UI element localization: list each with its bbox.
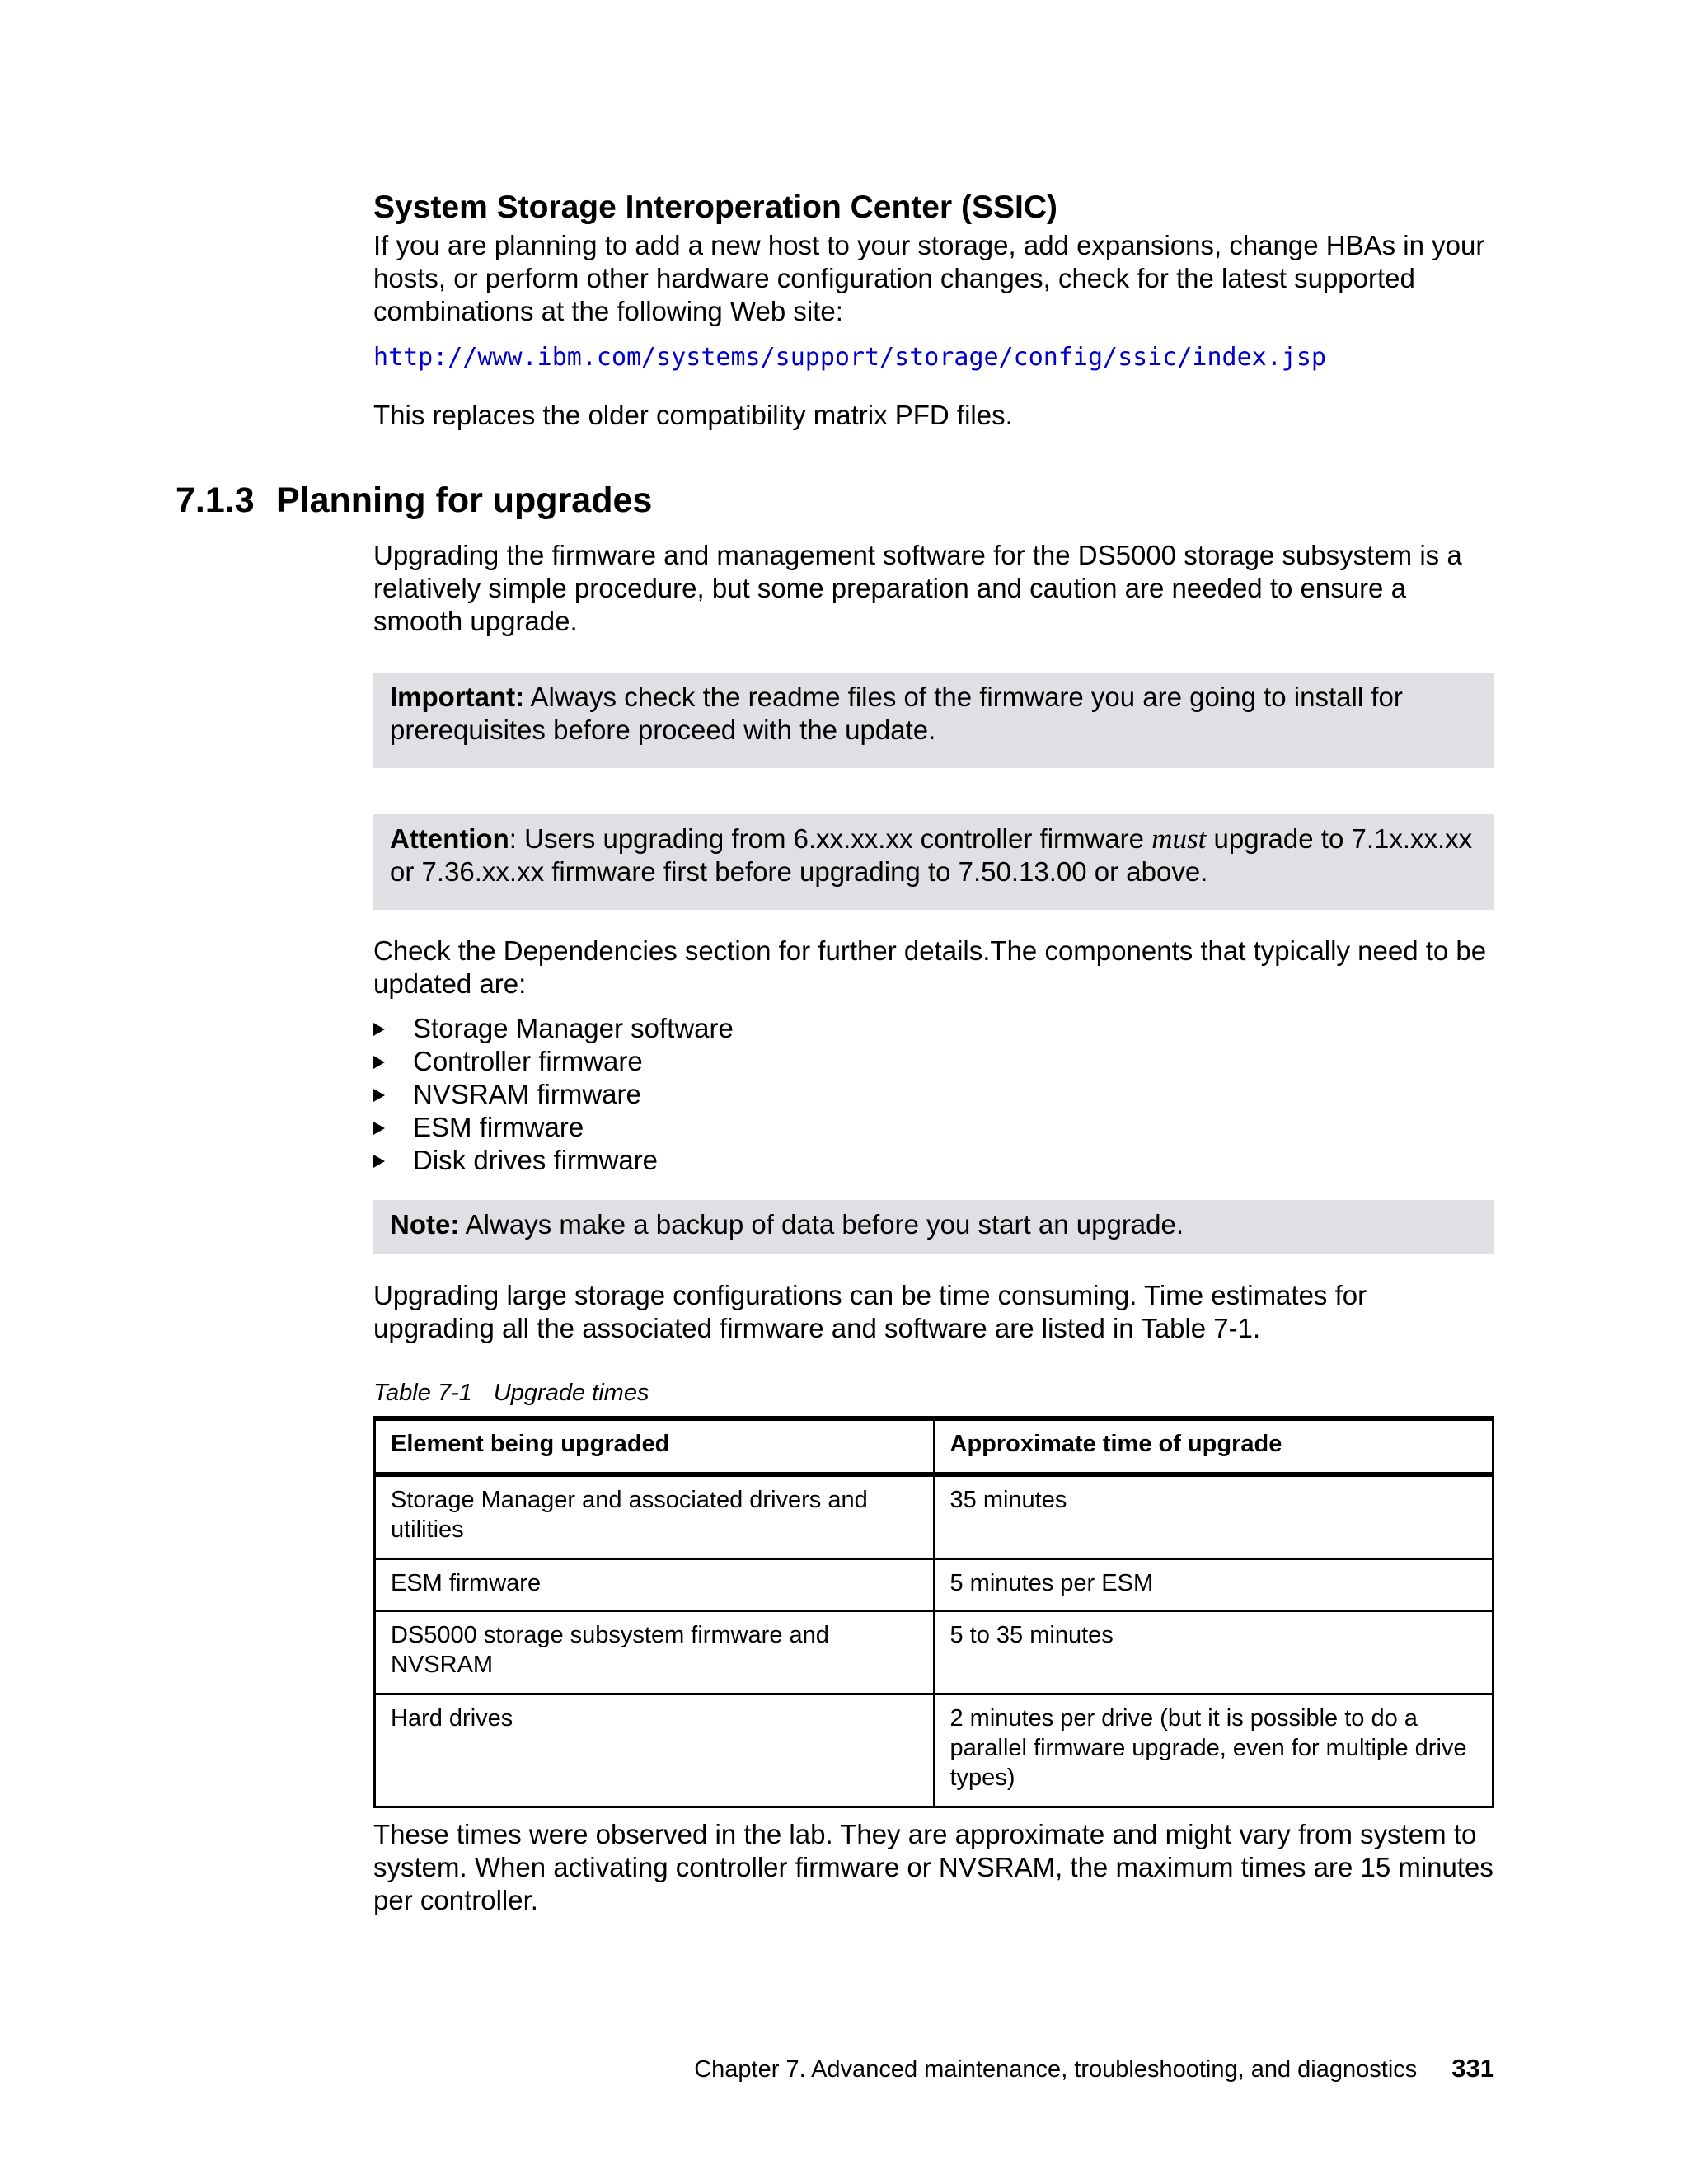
- important-callout: [373, 673, 1494, 768]
- table-header-row: [375, 1418, 1493, 1474]
- section-intro-block: [373, 539, 1494, 638]
- ssic-url[interactable]: http://www.ibm.com/systems/support/storage/config/ssic/index.jsp: [373, 343, 1326, 372]
- page-footer: [694, 2054, 1494, 2084]
- important-body: Always check the readme files of the firmware you are going to install for prerequisites before proceed with the update.: [390, 682, 1403, 745]
- section-heading: [176, 478, 652, 523]
- important-text: [390, 681, 1478, 747]
- attention-label: Attention: [390, 823, 509, 854]
- bullet-triangle-icon: [373, 1089, 385, 1102]
- table-cell: Storage Manager and associated drivers and utilities: [375, 1474, 935, 1559]
- attention-text: [390, 823, 1478, 888]
- attention-body-2: upgrade to 7.1x.xx.xx or 7.36.xx.xx firmware first before upgrading to 7.50.13.00 or above.: [390, 823, 1473, 887]
- table-cell: 35 minutes: [934, 1474, 1493, 1559]
- ssic-intro-block: [373, 229, 1494, 328]
- upgrade-times-table: [373, 1416, 1494, 1808]
- list-item: Disk drives firmware: [373, 1144, 734, 1177]
- note-text: [390, 1208, 1478, 1241]
- table-row: [375, 1474, 1493, 1559]
- bullet-triangle-icon: [373, 1155, 385, 1168]
- section-number: 7.1.3: [176, 480, 255, 520]
- section-intro: Upgrading the firmware and management software for the DS5000 storage subsystem is a relatively simple procedure, but some preparation and caution are needed to ensure a smooth upgrade.: [373, 540, 1462, 636]
- time-intro: Upgrading large storage configurations can be time consuming. Time estimates for upgrading all the associated firmware and software are listed in Table 7-1.: [373, 1280, 1367, 1343]
- attention-emphasis: must: [1151, 823, 1207, 855]
- attention-body-1: : Users upgrading from 6.xx.xx.xx controller firmware: [509, 823, 1152, 854]
- note-label: Note:: [390, 1209, 460, 1240]
- table-row: [375, 1694, 1493, 1807]
- components-list: [373, 1012, 734, 1177]
- list-item: Controller firmware: [373, 1045, 734, 1078]
- ssic-replaces-block: [373, 399, 1494, 432]
- bullet-triangle-icon: [373, 1122, 385, 1135]
- ssic-replaces: This replaces the older compatibility matrix PFD files.: [373, 400, 1013, 430]
- bullet-triangle-icon: [373, 1023, 385, 1036]
- dependencies-text: Check the Dependencies section for further details.The components that typically need to be updated are:: [373, 935, 1487, 999]
- ssic-heading: System Storage Interoperation Center (SSIC): [373, 190, 1058, 225]
- closing-block: [373, 1818, 1494, 1917]
- table-cell: DS5000 storage subsystem firmware and NVSRAM: [375, 1611, 935, 1694]
- bullet-triangle-icon: [373, 1056, 385, 1069]
- table-row: [375, 1559, 1493, 1611]
- note-body: Always make a backup of data before you start an upgrade.: [459, 1209, 1184, 1240]
- table-cell: 5 minutes per ESM: [934, 1559, 1493, 1611]
- table-cell: Hard drives: [375, 1694, 935, 1807]
- list-item: NVSRAM firmware: [373, 1078, 734, 1111]
- important-label: Important:: [390, 682, 525, 712]
- column-header-element: Element being upgraded: [375, 1418, 935, 1474]
- list-item: Storage Manager software: [373, 1012, 734, 1045]
- closing-text: These times were observed in the lab. They are approximate and might vary from system to system. When activating controller firmware or NVSRAM, the maximum times are 15 minutes per controller.: [373, 1819, 1493, 1915]
- table-caption-number: Table 7-1: [373, 1380, 472, 1406]
- section-title: Planning for upgrades: [276, 480, 653, 520]
- dependencies-block: [373, 935, 1494, 1001]
- footer-chapter: Chapter 7. Advanced maintenance, troubleshooting, and diagnostics: [694, 2056, 1418, 2083]
- attention-callout: [373, 814, 1494, 910]
- note-callout: [373, 1200, 1494, 1254]
- ssic-intro: If you are planning to add a new host to your storage, add expansions, change HBAs in your hosts, or perform other hardware configuration changes, check for the latest supported combinations at the following Web site:: [373, 230, 1485, 326]
- table-caption-title: Upgrade times: [493, 1380, 649, 1406]
- table-row: [375, 1611, 1493, 1694]
- list-item: ESM firmware: [373, 1111, 734, 1144]
- table-caption: [373, 1378, 649, 1408]
- time-intro-block: [373, 1279, 1494, 1345]
- table-cell: 5 to 35 minutes: [934, 1611, 1493, 1694]
- table-cell: 2 minutes per drive (but it is possible to do a parallel firmware upgrade, even for multiple drive types): [934, 1694, 1493, 1807]
- column-header-time: Approximate time of upgrade: [934, 1418, 1493, 1474]
- page-number: 331: [1451, 2054, 1494, 2083]
- table-cell: ESM firmware: [375, 1559, 935, 1611]
